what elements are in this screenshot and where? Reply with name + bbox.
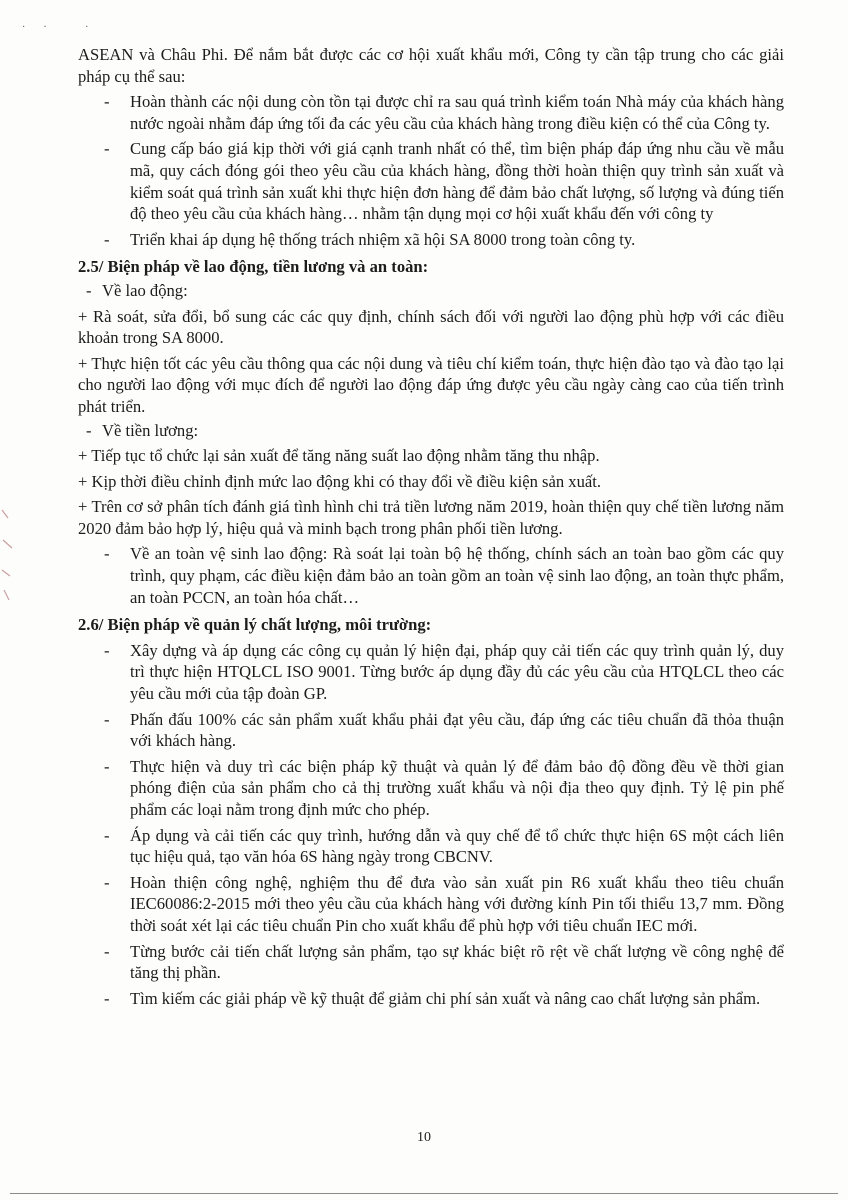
list-item [78, 640, 784, 705]
dash-bullet: - [104, 941, 110, 961]
list-item-text: Tìm kiếm các giải pháp về kỹ thuật để giảm chi phí sản xuất và nâng cao chất lượng sản phẩm. [130, 988, 761, 1008]
subsection-label-labor [78, 280, 784, 302]
list-item [78, 91, 784, 134]
list-item [78, 709, 784, 752]
list-item [78, 872, 784, 937]
dash-bullet: - [104, 229, 110, 249]
document-body [78, 44, 784, 1009]
page-number: 10 [417, 1130, 431, 1145]
list-item-text: Phấn đấu 100% các sản phẩm xuất khẩu phải đạt yêu cầu, đáp ứng các tiêu chuẩn đã thỏa thuận với khách hàng. [130, 709, 784, 751]
list-item [78, 941, 784, 984]
dash-bullet: - [104, 988, 110, 1008]
list-item-text: Xây dựng và áp dụng các công cụ quản lý hiện đại, pháp quy cải tiến các quy trình quản lý, duy trì thực hiện HTQLCL ISO 9001. Từng bước áp dụng đầy đủ các yêu cầu của HTQLCL theo các yêu cầu mới của tập đoàn GP. [130, 640, 784, 704]
list-item-text: Hoàn thành các nội dung còn tồn tại được chỉ ra sau quá trình kiểm toán Nhà máy của khách hàng nước ngoài nhằm đáp ứng tối đa các yêu cầu của khách hàng trong điều kiện có thể của Công ty. [130, 92, 784, 133]
list-item-safety [78, 543, 784, 608]
dash-bullet: - [86, 420, 92, 440]
list-item-text: Về an toàn vệ sinh lao động: Rà soát lại toàn bộ hệ thống, chính sách an toàn bao gồm các quy trình, quy phạm, các điều kiện đảm bảo an toàn gồm an toàn vệ sinh lao động, an toàn thực phẩm, an toàn PCCN, an toàn hóa chất… [130, 544, 784, 607]
list-item [78, 756, 784, 821]
list-item-text: Triển khai áp dụng hệ thống trách nhiệm xã hội SA 8000 trong toàn công ty. [130, 229, 636, 249]
dash-bullet: - [104, 139, 110, 159]
subsection-label-text: Về tiền lương: [102, 420, 199, 440]
list-item [78, 825, 784, 868]
list-item [78, 229, 784, 251]
dash-bullet: - [104, 756, 110, 776]
list-item-text: Cung cấp báo giá kịp thời với giá cạnh tranh nhất có thể, tìm biện pháp đáp ứng nhu cầu về mẫu mã, quy cách đóng gói theo yêu cầu của khách hàng, đồng thời hoàn thiện quy trình sản xuất và kiểm soát quá trình sản xuất khi thực hiện đơn hàng để đảm bảo chất lượng, số lượng và đúng tiến độ theo yêu cầu của khách hàng… nhằm tận dụng mọi cơ hội xuất khẩu đến với công ty [130, 139, 784, 224]
list-item-text: Hoàn thiện công nghệ, nghiệm thu để đưa vào sản xuất pin R6 xuất khẩu theo tiêu chuẩn IEC60086:2-2015 mới theo yêu cầu của khách hàng với đường kính Pin tối thiểu 13,7 mm. Đồng thời soát xét lại các tiêu chuẩn Pin cho xuất khẩu để phù hợp với tiêu chuẩn IEC mới. [130, 872, 784, 935]
dash-bullet: - [104, 872, 110, 892]
section-heading-2-5: 2.5/ Biện pháp về lao động, tiền lương và an toàn: [78, 257, 429, 277]
dash-bullet: - [104, 640, 110, 660]
bottom-divider [10, 1193, 838, 1194]
dash-bullet: - [104, 709, 110, 729]
list-item-text: Từng bước cải tiến chất lượng sản phẩm, tạo sự khác biệt rõ rệt về chất lượng về công nghệ để tăng thị phần. [130, 941, 784, 983]
plus-item: + Kịp thời điều chỉnh định mức lao động khi có thay đổi về điều kiện sản xuất. [78, 471, 602, 491]
scan-dots: ·· · [22, 22, 107, 33]
plus-item: + Tiếp tục tổ chức lại sản xuất để tăng năng suất lao động nhằm tăng thu nhập. [78, 446, 600, 466]
section-heading-2-6: 2.6/ Biện pháp về quản lý chất lượng, môi trường: [78, 615, 432, 635]
intro-paragraph: ASEAN và Châu Phi. Để nắm bắt được các cơ hội xuất khẩu mới, Công ty cần tập trung cho các giải pháp cụ thể sau: [78, 45, 784, 86]
dash-bullet: - [104, 544, 110, 564]
dash-bullet: - [104, 92, 110, 112]
list-item [78, 988, 784, 1010]
subsection-label-wage [78, 420, 784, 442]
dash-bullet: - [104, 825, 110, 845]
list-item [78, 138, 784, 224]
plus-item: + Trên cơ sở phân tích đánh giá tình hình chi trả tiền lương năm 2019, hoàn thiện quy chế tiền lương năm 2020 đảm bảo hợp lý, hiệu quả và minh bạch trong phân phối tiền lương. [78, 497, 784, 538]
plus-item: + Rà soát, sửa đổi, bổ sung các các quy định, chính sách đối với người lao động phù hợp với các điều khoản trong SA 8000. [78, 306, 784, 348]
list-item-text: Áp dụng và cải tiến các quy trình, hướng dẫn và quy chế để tổ chức thực hiện 6S một cách liên tục hiệu quả, tạo văn hóa 6S hàng ngày trong CBCNV. [130, 825, 784, 867]
dash-bullet: - [86, 280, 92, 300]
subsection-label-text: Về lao động: [102, 280, 188, 300]
list-item-text: Thực hiện và duy trì các biện pháp kỹ thuật và quản lý để đảm bảo độ đồng đều về thời gian phóng điện của sản phẩm cho cả thị trường xuất khẩu và nội địa theo quy định. Tỷ lệ pin phế phẩm các loại nằm trong định mức cho phép. [130, 756, 784, 819]
plus-item: + Thực hiện tốt các yêu cầu thông qua các nội dung và tiêu chí kiểm toán, thực hiện đào tạo và đào tạo lại cho người lao động với mục đích để người lao động đáp ứng được yêu cầu ngày càng cao của tiến trình phát triển. [78, 353, 784, 416]
scan-margin-mark [0, 500, 16, 620]
